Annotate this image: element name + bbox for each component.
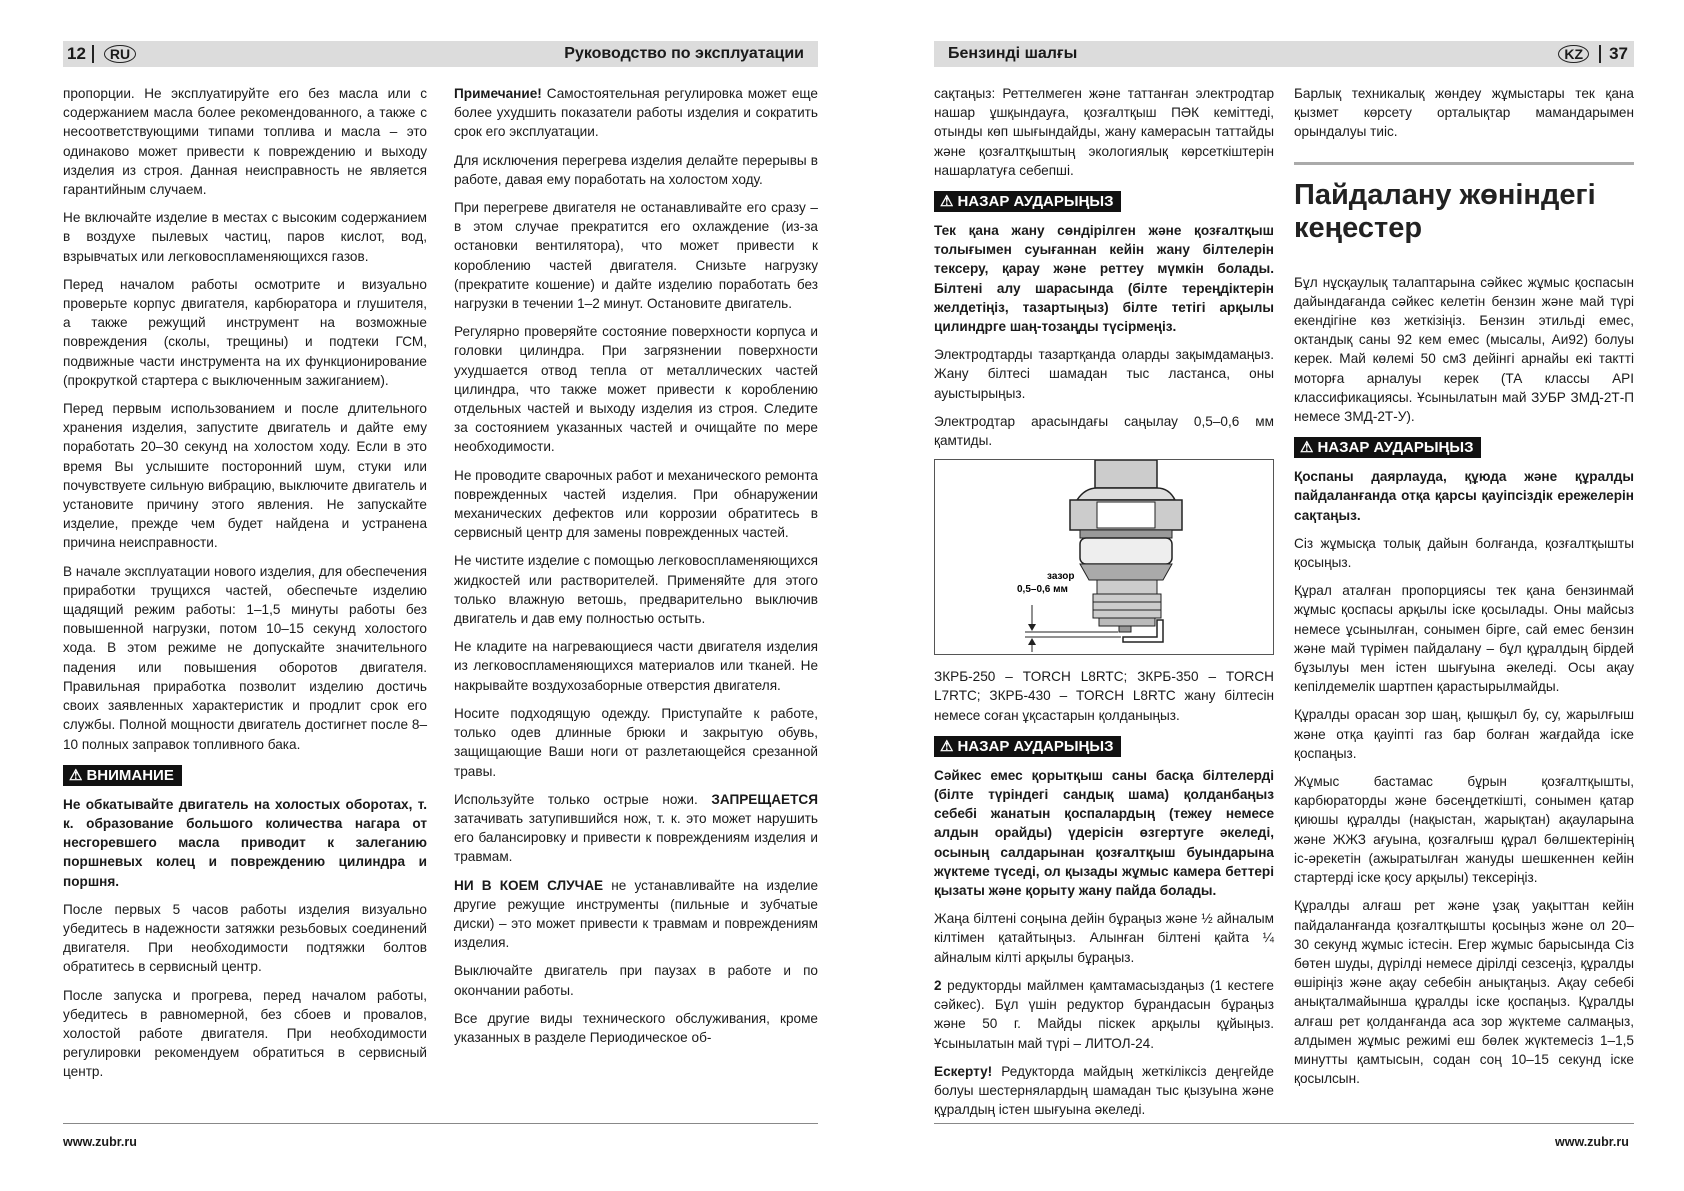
paragraph xyxy=(454,322,818,456)
paragraph xyxy=(63,399,427,553)
footer-rule xyxy=(63,1123,818,1124)
text-run: Самостоятельная регулировка может еще более ухудшить показатели работы изделия и сократить срок его эксплуатации. xyxy=(454,86,818,140)
paragraph xyxy=(934,84,1274,180)
figure-label-gap: зазор xyxy=(1047,571,1075,583)
warning-icon: ⚠ xyxy=(1300,439,1314,457)
paragraph xyxy=(63,275,427,390)
text-run: Не чистите изделие с помощью легковоспламеняющихся жидкостей или растворителей. Применяйте для этого только влажную ветошь, предварительно выключив двигатель и дав ему полностью остыть. xyxy=(454,553,818,627)
paragraph xyxy=(1294,581,1634,696)
text-run: Құралды орасан зор шаң, қышқыл бу, су, жарылғыш және отқа қауіпті газ бар болған жағдайда іске қоспаңыз. xyxy=(1294,707,1634,761)
paragraph xyxy=(934,345,1274,403)
text-run: В начале эксплуатации нового изделия, для обеспечения приработки трущихся частей, обеспечьте изделию щадящий режим работы: 1–1,5 минуты работы без повышенной нагрузки, потом 10–15 секунд холостого хода. В этом режиме не допускайте значительного падения или повышения оборотов двигателя. Правильная приработка позволит изделию достичь своих заявленных характеристик и продлит срок его службы. Полной мощности двигатель достигнет после 8–10 полных заправок топливного бака. xyxy=(63,563,427,752)
warning-badge xyxy=(934,191,1121,212)
paragraph xyxy=(63,900,427,977)
text-run: Для исключения перегрева изделия делайте перерывы в работе, давая ему поработать на холостом ходу. xyxy=(454,152,818,187)
divider xyxy=(1599,45,1601,63)
text-run: Не проводите сварочных работ и механического ремонта поврежденных частей изделия. При обнаружении механических дефектов или коррозии обратитесь в сервисный центр для замены поврежденных частей. xyxy=(454,467,818,541)
paragraph xyxy=(63,986,427,1082)
left-page-header xyxy=(63,41,818,67)
divider xyxy=(92,45,94,63)
page-number: 37 xyxy=(1609,44,1628,63)
paragraph xyxy=(454,84,818,142)
warning-icon: ⚠ xyxy=(69,766,83,784)
text-run: Перед началом работы осмотрите и визуально проверьте корпус двигателя, карбюратора и глушителя, а также режущий инструмент на возможные повреждения (сколы, трещины) и подтеки ГСМ, подвижные части инструмента на их функционирование (прокруткой стартера с выключенным зажиганием). xyxy=(63,276,427,388)
paragraph xyxy=(1294,534,1634,572)
paragraph xyxy=(1294,705,1634,763)
warning-label: НАЗАР АУДАРЫҢЫЗ xyxy=(957,193,1114,211)
text-run: затачивать затупившийся нож, т. к. это может нарушить его балансировку и привести к повреждениям изделия и травмам. xyxy=(454,810,818,865)
warning-badge xyxy=(1294,437,1481,458)
spark-plug-figure xyxy=(934,459,1274,655)
bold-text: Примечание! xyxy=(454,86,542,101)
text-run: Не кладите на нагревающиеся части двигателя изделия из легковоспламеняющихся материалов или тканей. Не накрывайте воздухозаборные отверстия двигателя. xyxy=(454,639,818,693)
text-run: Бұл нұсқаулық талаптарына сәйкес жұмыс қоспасын дайындағанда сәйкес келетін бензин және май түрі екендігіне көз жеткізіңіз. Бензин этильді емес, октандық саны 92 кем емес (мысалы, Аи92) болуы керек. Май көлемі 50 см3 дейінгі арнайы екі тактті моторға арналуы керек (ТА классы API классификациясы. Ұсынылатын май ЗУБР ЗМД-2Т-П немесе ЗМД-2Т-У). xyxy=(1294,274,1634,425)
bold-text: 2 xyxy=(934,977,942,993)
bold-text: Тек қана жану сөндірілген және қозғалтқыш толығымен суығаннан кейін жану білтелерін тексеру, қарау және реттеу мүмкін болады. Білтені алу шарасында (білте тереңдіктерін желдетіңіз, тазартыңыз) білте тетігі арқылы цилиндрге шаң-тозаңды түсірмеңіз. xyxy=(934,223,1274,335)
warning-badge xyxy=(934,736,1121,757)
text-run: Носите подходящую одежду. Приступайте к работе, только одев длинные брюки и закрытую обувь, защищающие Ваши ноги от разлетающейся срезанной травы. xyxy=(454,705,818,779)
text-run: Жаңа білтені соңына дейін бұраңыз және ½ айналым кілтімен қатайтыңыз. Алынған білтені қайта ¼ айналым кілті арқылы бұраңыз. xyxy=(934,911,1274,965)
footer-rule xyxy=(934,1123,1634,1124)
text-run: Не включайте изделие в местах с высоким содержанием в воздухе пылевых частиц, паров кислот, вод, взрывчатых или легковоспламеняющихся газов. xyxy=(63,210,427,264)
paragraph xyxy=(63,208,427,266)
text-run: После запуска и прогрева, перед началом работы, убедитесь в равномерной, без сбоев и провалов, холостой работе двигателя. При необходимости регулировки рекомендуем обратиться в сервисный центр. xyxy=(63,987,427,1080)
warning-icon: ⚠ xyxy=(940,737,954,755)
warning-label: ВНИМАНИЕ xyxy=(86,766,174,784)
paragraph xyxy=(1294,84,1634,142)
bold-text: ЗАПРЕЩАЕТСЯ xyxy=(711,791,818,807)
header-title: Руководство по эксплуатации xyxy=(564,45,804,62)
section-heading: Пайдалану жөніндегі кеңестер xyxy=(1294,178,1596,244)
header-title: Бензинді шалғы xyxy=(948,45,1078,62)
paragraph xyxy=(454,551,818,628)
paragraph xyxy=(934,909,1274,967)
section-divider xyxy=(1294,162,1634,165)
text-run: После первых 5 часов работы изделия визуально убедитесь в надежности затяжки резьбовых соединений двигателя. При необходимости подтяжки болтов обратитесь в сервисный центр. xyxy=(63,901,427,975)
paragraph xyxy=(934,221,1274,336)
footer-url[interactable]: www.zubr.ru xyxy=(63,1135,137,1149)
paragraph xyxy=(934,412,1274,450)
paragraph xyxy=(63,84,427,199)
text-column-3 xyxy=(934,84,1274,1128)
text-run: сақтаңыз: Реттелмеген және таттанған электродтар нашар ұшқындауға, қозғалтқыш ПӘК кеміттеді, отынды көп шығындайды, жану камерасын таттайды және қозғалтқыштың экологиялық көрсеткіштерін нашарлатуға себепші. xyxy=(934,86,1274,178)
paragraph xyxy=(454,790,818,867)
text-run: Барлық техникалық жөндеу жұмыстары тек қана қызмет көрсету орталықтар мамандарымен орындалуы тиіс. xyxy=(1294,86,1634,140)
paragraph xyxy=(1294,772,1634,887)
paragraph xyxy=(454,961,818,999)
text-run: Выключайте двигатель при паузах в работе и по окончании работы. xyxy=(454,963,818,998)
warning-label: НАЗАР АУДАРЫҢЫЗ xyxy=(1317,439,1474,457)
paragraph xyxy=(454,637,818,695)
footer-url[interactable]: www.zubr.ru xyxy=(1555,1135,1629,1149)
paragraph xyxy=(454,198,818,313)
paragraph xyxy=(1294,273,1634,427)
language-badge: RU xyxy=(104,45,136,63)
right-page-header xyxy=(934,41,1634,67)
paragraph xyxy=(934,976,1274,1053)
paragraph xyxy=(454,1009,818,1047)
text-run: Электродтар арасындағы саңылау 0,5–0,6 мм қамтиды. xyxy=(934,413,1274,449)
paragraph xyxy=(454,876,818,953)
spark-plug-diagram xyxy=(935,460,1273,652)
text-run: редукторды майлмен қамтамасыздаңыз (1 кестеге сәйкес). Бұл үшін редуктор бұрандасын бұраңыз және 50 г. Майды піскек арқылы құйыңыз. Ұсынылатын май түрі – ЛИТОЛ-24. xyxy=(934,977,1274,1051)
bold-text: Не обкатывайте двигатель на холостых оборотах, т. к. образование большого количества нагара от несгоревшего масла приводит к залеганию поршневых колец и повреждению цилиндра и поршня. xyxy=(63,796,427,889)
text-column-2 xyxy=(454,84,818,1056)
text-run: Используйте только острые ножи. xyxy=(454,791,712,807)
text-run: Регулярно проверяйте состояние поверхности корпуса и головки цилиндра. При загрязнении поверхности ухудшается отвод тепла от металлических частей цилиндра, что также может привести к короблению отдельных частей и выходу изделия из строя. Следите за состоянием указанных частей и очищайте по мере необходимости. xyxy=(454,324,818,455)
paragraph xyxy=(1294,467,1634,525)
text-run: Перед первым использованием и после длительного хранения изделия, запустите двигатель и дайте ему поработать 20–30 секунд на холостом ходу. Если в это время Вы услышите посторонний шум, стуки или почувствуете сильную вибрацию, выключите двигатель и установите причину этого явления. Не запускайте изделие, прежде чем будет найдена и устранена причина неисправности. xyxy=(63,401,427,551)
text-column-1 xyxy=(63,84,427,1091)
text-run: ЗКРБ-250 – TORCH L8RTC; ЗКРБ-350 – TORCH L7RTC; ЗКРБ-430 – TORCH L8RTC жану білтесін немесе соған ұқсастарын қолданыңыз. xyxy=(934,669,1274,723)
text-run: Құрал аталған пропорциясы тек қана бензинмай жұмыс қоспасы арқылы іске қосылады. Оны майсыз немесе ұсынылған, сонымен бірге, сай емес бензин және май түрімен пайдалану – бұл құралдың бірдей бұзылуы мен істен шығуына әкеледі. Осы ақау кепілдемелік шартпен қарастырылмайды. xyxy=(1294,583,1634,695)
paragraph xyxy=(454,704,818,781)
text-column-4 xyxy=(1294,84,1634,1097)
text-run: не устанавливайте на изделие другие режущие инструменты (пильные и зубчатые диски) – это может привести к травмам и повреждениям изделия. xyxy=(454,877,819,951)
page-number: 12 xyxy=(67,44,86,63)
language-badge: KZ xyxy=(1558,45,1589,63)
text-run: При перегреве двигателя не останавливайте его сразу – в этом случае прекратится его охлаждение (из-за остановки вентилятора), что может привести к короблению частей двигателя. Снизьте нагрузку (прекратите кошение) и дайте изделию поработать без нагрузки в течении 1–2 минут. Остановите двигатель. xyxy=(454,200,818,312)
warning-badge xyxy=(63,765,182,786)
warning-label: НАЗАР АУДАРЫҢЫЗ xyxy=(957,737,1114,755)
paragraph xyxy=(63,795,427,891)
bold-text: Ескерту! xyxy=(934,1063,993,1079)
text-run: Сіз жұмысқа толық дайын болғанда, қозғалтқышты қосыңыз. xyxy=(1294,535,1634,571)
text-run: Электродтарды тазартқанда оларды зақымдамаңыз. Жану білтесі шамадан тыс ластанса, оны ауыстырыңыз. xyxy=(934,347,1274,401)
bold-text: Сәйкес емес қорытқыш саны басқа білтелерді (білте түріндегі сандық шама) қолданбаңыз себебі жанатын қоспалардың (тежеу немесе алдын орайды) үдерісін өзгертуге әкеледі, осының салдарынан қозғалтқыш буындарына жүктеме түседі, ол қызады жұмыс камера беттері қызаты және қорыту жану пайда болады. xyxy=(934,767,1274,899)
paragraph xyxy=(454,151,818,189)
paragraph xyxy=(934,1062,1274,1120)
paragraph xyxy=(934,667,1274,725)
bold-text: Қоспаны даярлауда, құюда және құралды пайдаланғанда отқа қарсы қауіпсіздік ережелерін сақтаңыз. xyxy=(1294,469,1634,523)
text-run: пропорции. Не эксплуатируйте его без масла или с содержанием масла более рекомендованного, а также с несоответствующими типами топлива и масла – это одинаково может привести к повреждению и выходу изделия из строя. Данная неисправность не является гарантийным случаем. xyxy=(63,86,427,198)
text-run: Редукторда майдың жеткіліксіз деңгейде болуы шестернялардың шамадан тыс қызуына және құралдың істен шығуына әкеледі. xyxy=(934,1063,1274,1118)
figure-label-gap-value: 0,5–0,6 мм xyxy=(1017,584,1068,596)
text-run: Жұмыс бастамас бұрын қозғалтқышты, карбюраторды және бәсеңдеткішті, сонымен қатар қиюшы құралды (нақыстан, жарықтан) ақауларына және ЖЖЗ ағуына, қозғалғыш құрал бөлшектерінің іс-әрекетін (ажыратылған жануды шешкеннен кейін стартерді іске қосу арқылы) тексеріңіз. xyxy=(1294,774,1634,886)
text-run: Құралды алғаш рет және ұзақ уақыттан кейін пайдаланғанда қозғалтқышты қосыңыз және ол 20–30 секунд жұмыс істесін. Егер жұмыс барысында Сіз бөтен шуды, дүрілді немесе дірілді сезсеңіз, құралды өшіріңіз және ақау себебін анықтаңыз. Ақау себебі анықталмайынша құралды іске қоспаңыз. Құралды алғаш рет қолданғанда аса зор жүктеме салмаңыз, алдымен жұмыс режимі еш бөлек жүктемесіз 1–1,5 минутты қамтысын, содан соң 10–15 секунд іске қосылсын. xyxy=(1294,898,1634,1087)
paragraph xyxy=(63,562,427,754)
bold-text: НИ В КОЕМ СЛУЧАЕ xyxy=(454,877,604,893)
paragraph xyxy=(454,466,818,543)
paragraph xyxy=(1294,896,1634,1088)
warning-icon: ⚠ xyxy=(940,193,954,211)
text-run: Все другие виды технического обслуживания, кроме указанных в разделе Периодическое об- xyxy=(454,1010,818,1045)
paragraph xyxy=(934,766,1274,900)
